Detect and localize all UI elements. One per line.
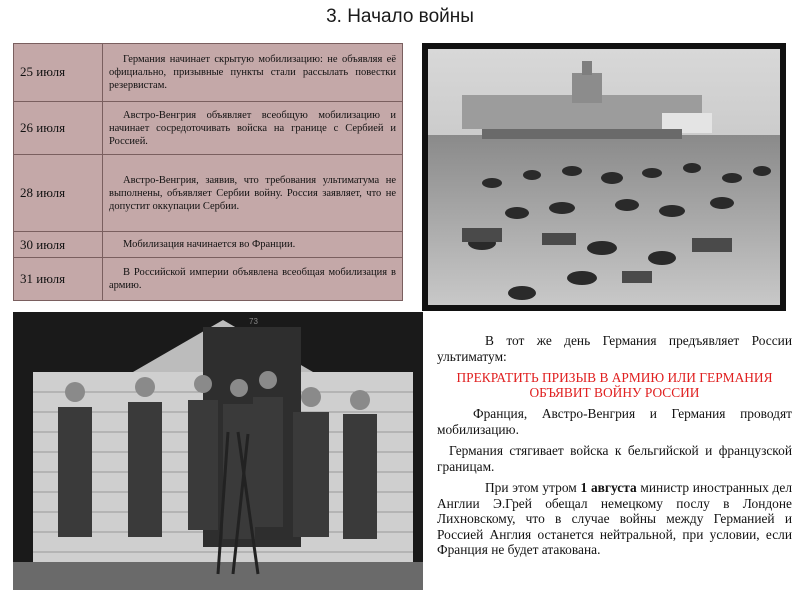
timeline-row (14, 101, 403, 155)
timeline-date: 30 июля (14, 232, 103, 258)
paragraph-grey-start: При этом утром (485, 480, 581, 495)
soldiers-group-photo-icon (13, 312, 423, 590)
timeline-date: 31 июля (14, 258, 103, 301)
horse-camp-photo-icon (422, 43, 786, 311)
timeline-date: 26 июля (14, 101, 103, 155)
paragraph-mobilization: Франция, Австро-Венгрия и Германия проводят мобилизацию. (437, 406, 792, 437)
timeline-row (14, 155, 403, 232)
text-block (437, 333, 792, 564)
timeline-event: Австро-Венгрия объявляет всеобщую мобилизацию и начинает сосредоточивать войска на границе с Сербией и Россией. (103, 101, 403, 155)
timeline-event: Германия начинает скрытую мобилизацию: не объявляя её официально, призывные пункты стали рассылать повестки резервистам. (103, 44, 403, 102)
paragraph-borders: Германия стягивает войска к бельгийской и французской границам. (437, 443, 792, 474)
timeline-date: 25 июля (14, 44, 103, 102)
timeline-row (14, 232, 403, 258)
timeline-date: 28 июля (14, 155, 103, 232)
timeline-event: Мобилизация начинается во Франции. (103, 232, 403, 258)
door-number: 73 (249, 317, 258, 326)
paragraph-grey (437, 480, 792, 558)
soldiers-group-photo (13, 312, 423, 590)
horse-camp-photo (422, 43, 786, 311)
ultimatum-text: ПРЕКРАТИТЬ ПРИЗЫВ В АРМИЮ ИЛИ ГЕРМАНИЯ ОБЪЯВИТ ВОЙНУ РОССИИ (456, 370, 773, 400)
timeline-row (14, 258, 403, 301)
timeline-table (13, 43, 403, 301)
timeline-row (14, 44, 403, 102)
timeline-event: Австро-Венгрия, заявив, что требования ультиматума не выполнены, объявляет Сербии войну. Россия заявляет, что не допустит оккупации Сербии. (103, 155, 403, 232)
slide-title: 3. Начало войны (326, 6, 474, 27)
timeline-event: В Российской империи объявлена всеобщая мобилизация в армию. (103, 258, 403, 301)
paragraph-ultimatum-intro: В тот же день Германия предъявляет России ультиматум: (437, 333, 792, 364)
paragraph-grey-end: министр иностранных дел Англии Э.Грей обещал немецкому послу в Лондоне Лихновскому, что в случае войны между Германией и Россией Англия останется нейтральной, при условии, если Франция не будет атакована. (437, 480, 792, 557)
date-highlight: 1 августа (580, 480, 637, 495)
